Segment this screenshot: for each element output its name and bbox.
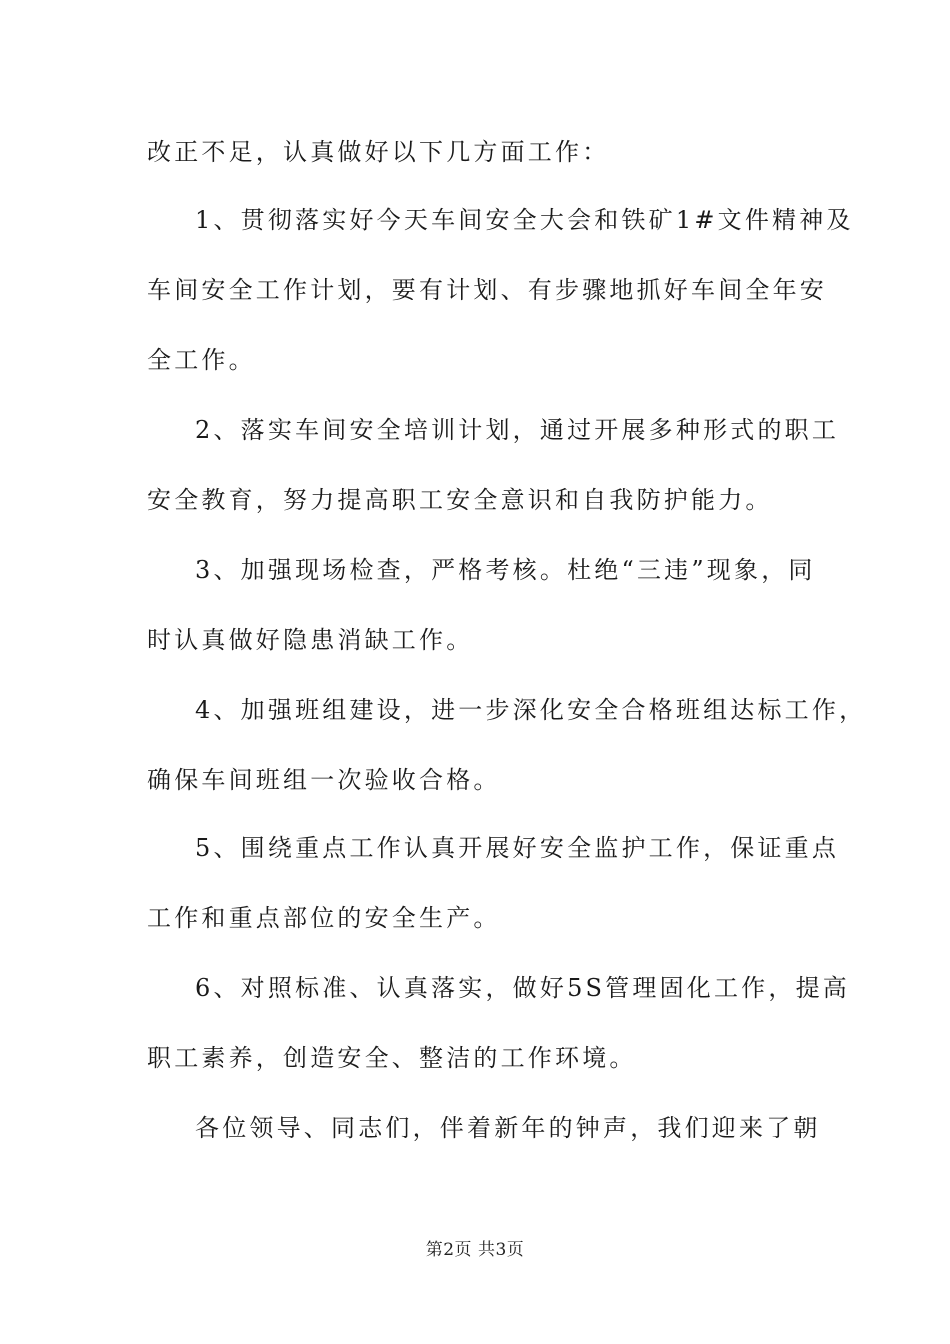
paragraph-line: 5、围绕重点工作认真开展好安全监护工作，保证重点	[195, 834, 840, 862]
paragraph-line: 各位领导、同志们，伴着新年的钟声，我们迎来了朝	[195, 1114, 821, 1142]
paragraph-line: 时认真做好隐患消缺工作。	[147, 626, 474, 654]
paragraph-line: 3、加强现场检查，严格考核。杜绝“三违”现象，同	[195, 556, 816, 584]
paragraph-line: 改正不足，认真做好以下几方面工作：	[147, 138, 610, 166]
paragraph-line: 车间安全工作计划，要有计划、有步骤地抓好车间全年安	[147, 276, 827, 304]
paragraph-line: 确保车间班组一次验收合格。	[147, 766, 501, 794]
paragraph-line: 1、贯彻落实好今天车间安全大会和铁矿1#文件精神及	[195, 206, 854, 234]
paragraph-line: 职工素养，创造安全、整洁的工作环境。	[147, 1044, 637, 1072]
paragraph-line: 全工作。	[147, 346, 256, 374]
paragraph-line: 4、加强班组建设，进一步深化安全合格班组达标工作，	[195, 696, 867, 724]
paragraph-line: 工作和重点部位的安全生产。	[147, 904, 501, 932]
paragraph-line: 6、对照标准、认真落实，做好5S管理固化工作，提高	[195, 974, 850, 1002]
paragraph-line: 安全教育，努力提高职工安全意识和自我防护能力。	[147, 486, 773, 514]
paragraph-line: 2、落实车间安全培训计划，通过开展多种形式的职工	[195, 416, 840, 444]
page-number-footer: 第2页 共3页	[425, 1240, 525, 1260]
